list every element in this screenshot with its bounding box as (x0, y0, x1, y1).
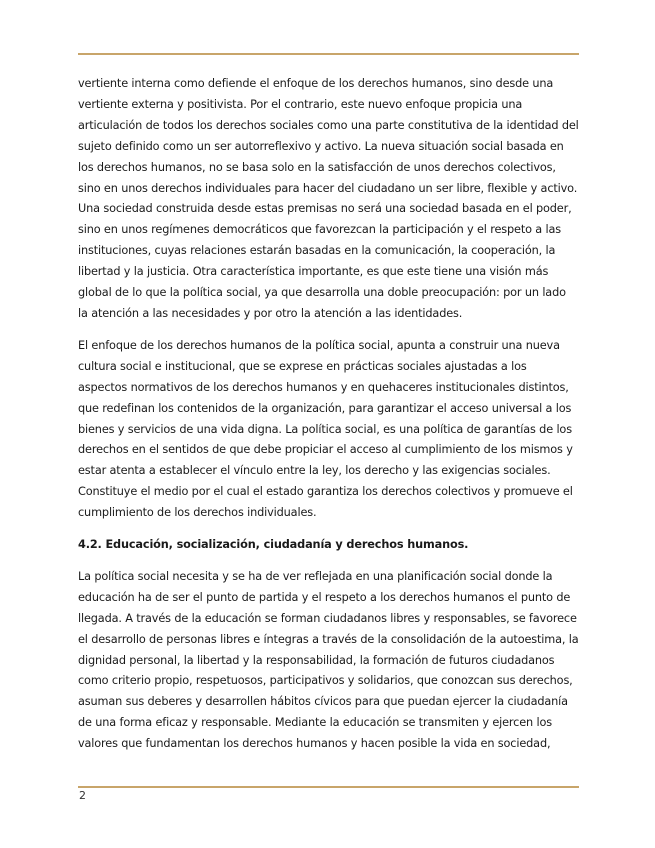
footer-rule (78, 786, 579, 788)
header-rule (78, 53, 579, 55)
section-heading: 4.2. Educación, socialización, ciudadanía y derechos humanos. (78, 538, 469, 552)
page-number: 2 (79, 789, 86, 802)
paragraph-1: vertiente interna como defiende el enfoque de los derechos humanos, sino desde una vertiente externa y positivista. Por el contrario, este nuevo enfoque propicia una articulación de todos los derechos sociales como una parte constitutiva de la identidad del sujeto definido como un ser autorreflexivo y activo. La nueva situación social basada en los derechos humanos, no se basa solo en la satisfacción de unos derechos colectivos, sino en unos derechos individuales para hacer del ciudadano un ser libre, flexible y activo. Una sociedad construida desde estas premisas no será una sociedad basada en el poder, sino en unos regímenes democráticos que favorezcan la participación y el respeto a las instituciones, cuyas relaciones estarán basadas en la comunicación, la cooperación, la libertad y la justicia. Otra característica importante, es que este tiene una visión más global de lo que la política social, ya que desarrolla una doble preocupación: por un lado la atención a las necesidades y por otro la atención a las identidades. (78, 77, 579, 320)
paragraph-2: El enfoque de los derechos humanos de la política social, apunta a construir una nueva cultura social e institucional, que se exprese en prácticas sociales ajustadas a los aspectos normativos de los derechos humanos y en quehaceres institucionales distintos, que redefinan los contenidos de la organización, para garantizar el acceso universal a los bienes y servicios de una vida digna. La política social, es una política de garantías de los derechos en el sentidos de que debe propiciar el acceso al cumplimiento de los mismos y estar atenta a establecer el vínculo entre la ley, los derecho y las exigencias sociales. Constituye el medio por el cual el estado garantiza los derechos colectivos y promueve el cumplimiento de los derechos individuales. (78, 338, 573, 520)
paragraph-3: La política social necesita y se ha de ver reflejada en una planificación social donde la educación ha de ser el punto de partida y el respeto a los derechos humanos el punto de llegada. A través de la educación se forman ciudadanos libres y responsables, se favorece el desarrollo de personas libres e íntegras a través de la consolidación de la autoestima, la dignidad personal, la libertad y la responsabilidad, la formación de futuros ciudadanos como criterio propio, respetuosos, participativos y solidarios, que conozcan sus derechos, asuman sus deberes y desarrollen hábitos cívicos para que puedan ejercer la ciudadanía de una forma eficaz y responsable. Mediante la educación se transmiten y ejercen los valores que fundamentan los derechos humanos y hacen posible la vida en sociedad, (78, 569, 579, 751)
page-body (78, 74, 579, 766)
